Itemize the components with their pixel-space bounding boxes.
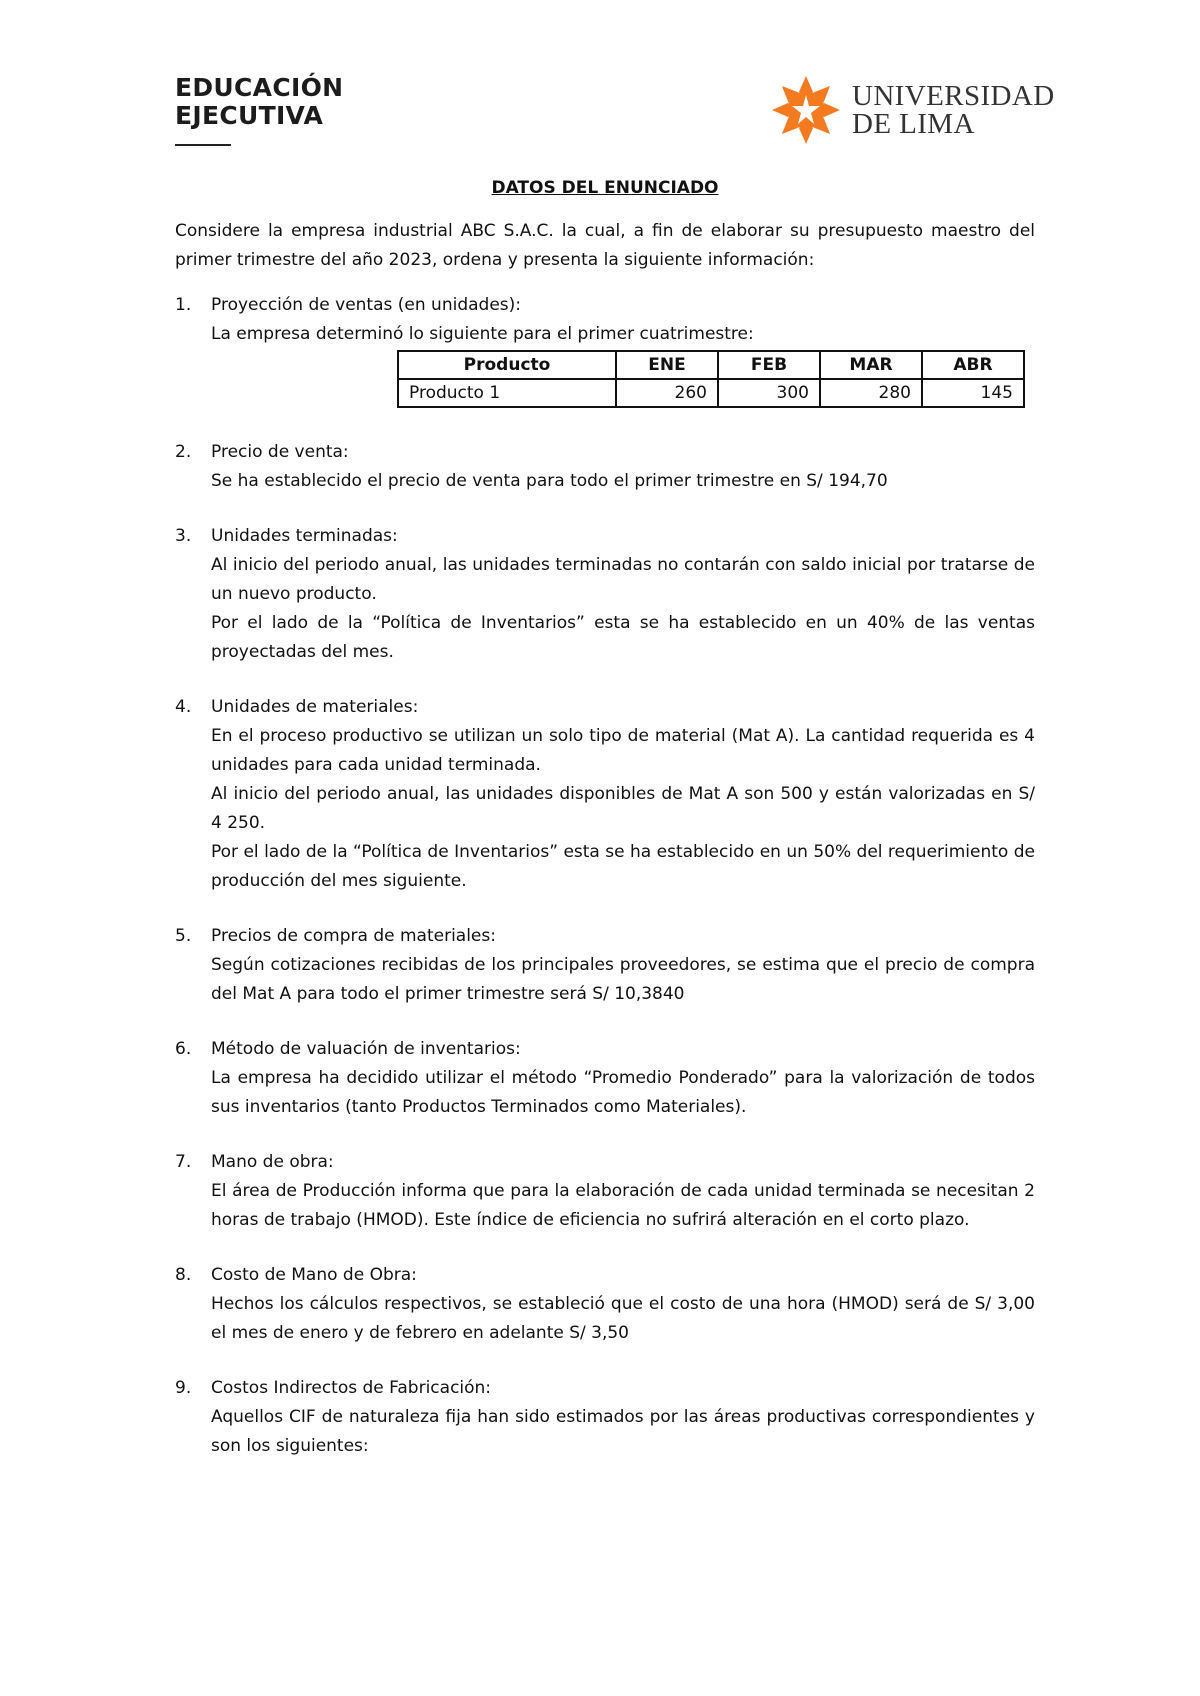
table-header-row (398, 351, 1024, 379)
section-text: Al inicio del periodo anual, las unidades terminadas no contarán con saldo inicial por tratarse de un nuevo producto. (211, 555, 1035, 604)
section-text: La empresa ha decidido utilizar el método “Promedio Ponderado” para la valorización de todos sus inventarios (tanto Productos Terminados como Materiales). (211, 1068, 1035, 1117)
section-text: Hechos los cálculos respectivos, se estableció que el costo de una hora (HMOD) será de S/ 3,00 el mes de enero y de febrero en adelante S/ 3,50 (211, 1294, 1035, 1343)
section-text: Aquellos CIF de naturaleza fija han sido estimados por las áreas productivas correspondientes y son los siguientes: (211, 1407, 1035, 1456)
section-7 (175, 1148, 1035, 1235)
column-header: ABR (922, 351, 1024, 379)
section-4 (175, 693, 1035, 896)
section-8 (175, 1261, 1035, 1348)
table-cell: 280 (820, 379, 922, 407)
table-cell: 300 (718, 379, 820, 407)
logo-line-2: EJECUTIVA (175, 101, 324, 130)
section-heading: Proyección de ventas (en unidades): (211, 295, 521, 315)
section-number: 3. (175, 526, 192, 546)
table-row (398, 379, 1024, 407)
section-number: 1. (175, 295, 192, 315)
universidad-name (852, 82, 1055, 138)
section-number: 9. (175, 1378, 192, 1398)
section-heading: Unidades de materiales: (211, 697, 419, 717)
logo-line-1: EDUCACIÓN (175, 73, 344, 102)
section-number: 7. (175, 1152, 192, 1172)
table-cell: 260 (616, 379, 718, 407)
section-text: Según cotizaciones recibidas de los principales proveedores, se estima que el precio de compra del Mat A para todo el primer trimestre será S/ 10,3840 (211, 955, 1035, 1004)
section-6 (175, 1035, 1035, 1122)
uni-line-1: UNIVERSIDAD (852, 80, 1055, 112)
column-header: ENE (616, 351, 718, 379)
section-9 (175, 1374, 1035, 1461)
educacion-ejecutiva-logo (175, 74, 343, 146)
section-text: En el proceso productivo se utilizan un solo tipo de material (Mat A). La cantidad requerida es 4 unidades para cada unidad terminada. (211, 726, 1035, 775)
section-heading: Precios de compra de materiales: (211, 926, 496, 946)
section-heading: Costo de Mano de Obra: (211, 1265, 417, 1285)
section-2 (175, 438, 1035, 496)
section-number: 2. (175, 442, 192, 462)
section-heading: Costos Indirectos de Fabricación: (211, 1378, 492, 1398)
section-5 (175, 922, 1035, 1009)
section-3 (175, 522, 1035, 667)
section-text: Por el lado de la “Política de Inventarios” esta se ha establecido en un 40% de las ventas proyectadas del mes. (211, 613, 1035, 662)
table-cell: 145 (922, 379, 1024, 407)
column-header: MAR (820, 351, 922, 379)
universidad-de-lima-logo (770, 74, 1055, 146)
intro-paragraph: Considere la empresa industrial ABC S.A.C. la cual, a fin de elaborar su presupuesto maestro del primer trimestre del año 2023, ordena y presenta la siguiente información: (175, 221, 1035, 270)
section-text: La empresa determinó lo siguiente para el primer cuatrimestre: (211, 324, 754, 344)
table-cell: Producto 1 (398, 379, 616, 407)
section-heading: Mano de obra: (211, 1152, 334, 1172)
section-number: 4. (175, 697, 192, 717)
uni-line-2: DE LIMA (852, 108, 975, 140)
sales-projection-table (397, 350, 1025, 408)
section-heading: Método de valuación de inventarios: (211, 1039, 521, 1059)
section-heading: Unidades terminadas: (211, 526, 398, 546)
logo-underline (175, 144, 231, 146)
section-heading: Precio de venta: (211, 442, 349, 462)
section-text: Se ha establecido el precio de venta para todo el primer trimestre en S/ 194,70 (211, 471, 888, 491)
star-flower-logo-icon (770, 74, 842, 146)
section-number: 6. (175, 1039, 192, 1059)
column-header: Producto (398, 351, 616, 379)
document-body (175, 174, 1035, 1487)
section-number: 5. (175, 926, 192, 946)
section-number: 8. (175, 1265, 192, 1285)
section-text: El área de Producción informa que para la elaboración de cada unidad terminada se necesitan 2 horas de trabajo (HMOD). Este índice de eficiencia no sufrirá alteración en el corto plazo. (211, 1181, 1035, 1230)
section-text: Al inicio del periodo anual, las unidades disponibles de Mat A son 500 y están valorizadas en S/ 4 250. (211, 784, 1035, 833)
column-header: FEB (718, 351, 820, 379)
section-text: Por el lado de la “Política de Inventarios” esta se ha establecido en un 50% del requerimiento de producción del mes siguiente. (211, 842, 1035, 891)
section-1 (175, 291, 1035, 408)
document-title: DATOS DEL ENUNCIADO (491, 178, 719, 198)
